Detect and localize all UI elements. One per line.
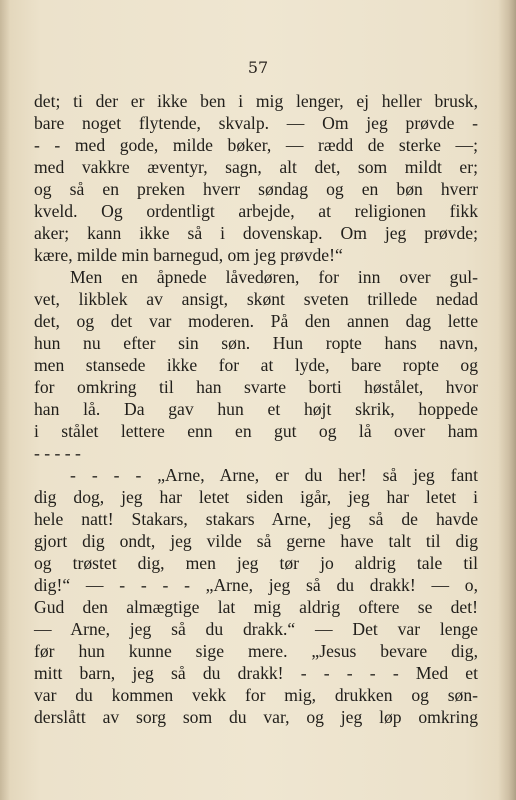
text-line: — Arne, jeg så du drakk.“ — Det var lenge [34,619,478,639]
text-line: det; ti der er ikke ben i mig lenger, ej heller brusk, [34,91,478,111]
text-line: - - - - „Arne, Arne, er du her! så jeg fant [70,465,478,485]
text-line: hele natt! Stakars, stakars Arne, jeg så de havde [34,509,478,529]
text-line: før hun kunne sige mere. „Jesus bevare dig, [34,641,478,661]
text-line: kveld. Og ordentligt arbejde, at religionen fikk [34,201,478,221]
text-line: - - med gode, milde bøker, — rædd de sterke —; [34,135,478,155]
text-line: mitt barn, jeg så du drakk! - - - - - Med et [34,663,478,683]
text-line: - - - - - [34,443,81,463]
text-line: og trøstet dig, men jeg tør jo aldrig tale til [34,553,478,573]
text-line: Men en åpnede låvedøren, for inn over gul- [70,267,478,287]
text-line: i stålet lettere enn en gut og lå over ham [34,421,478,441]
text-line: var du kommen vekk for mig, drukken og søn- [34,685,478,705]
text-line: for omkring til han svarte borti høstålet, hvor [34,377,478,397]
text-line: det, og det var moderen. På den annen dag lette [34,311,478,331]
text-line: gjort dig ondt, jeg vilde så gerne have talt til dig [34,531,478,551]
text-line: vet, likblek av ansigt, skønt sveten trillede nedad [34,289,478,309]
text-line: bare noget flytende, skvalp. — Om jeg prøvde - [34,113,478,133]
text-line: men stansede ikke for at lyde, bare ropte og [34,355,478,375]
page-edge [498,0,516,800]
text-line: dig!“ — - - - - „Arne, jeg så du drakk! — o, [34,575,478,595]
text-line: og så en preken hverr søndag og en bøn hverr [34,179,478,199]
text-line: derslått av sorg som du var, og jeg løp omkring [34,707,478,727]
text-line: med vakkre æventyr, sagn, alt det, som mildt er; [34,157,478,177]
text-line: aker; kann ikke så i dovenskap. Om jeg prøvde; [34,223,478,243]
text-line: dig dog, jeg har letet siden igår, jeg har letet i [34,487,478,507]
page-number: 57 [247,58,269,77]
gutter-shadow [0,0,10,800]
text-line: han lå. Da gav hun et højt skrik, hoppede [34,399,478,419]
text-line: Gud den almægtige lat mig aldrig oftere se det! [34,597,478,617]
text-line: kære, milde min barnegud, om jeg prøvde!“ [34,245,343,265]
text-line: hun nu efter sin søn. Hun ropte hans navn, [34,333,478,353]
